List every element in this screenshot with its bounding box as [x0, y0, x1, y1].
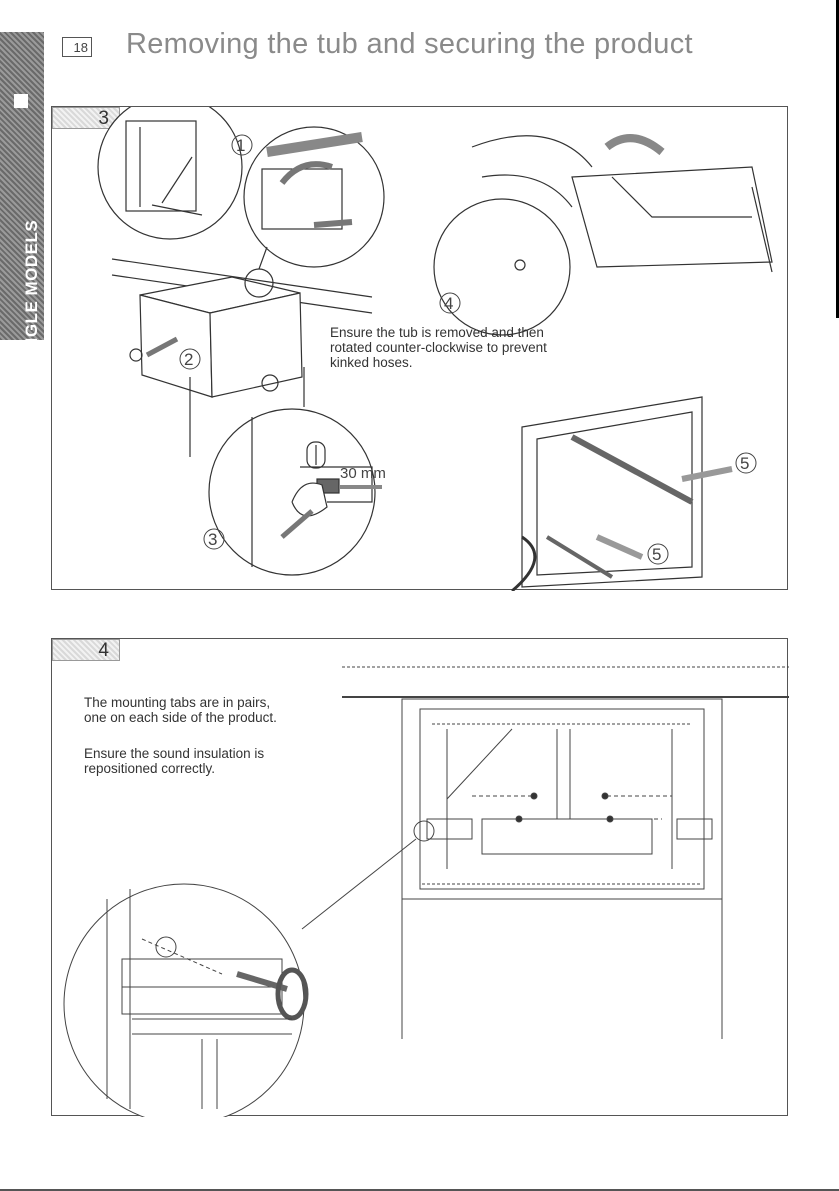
- callout-1: 1: [236, 136, 246, 155]
- page-number: 18: [62, 37, 92, 57]
- callout-5a: 5: [740, 454, 750, 473]
- mounting-tabs-note: The mounting tabs are in pairs, one on each side of the product.: [84, 695, 277, 725]
- dishwasher-body: [402, 699, 722, 899]
- side-tab-label: SINGLE MODELS: [22, 219, 41, 367]
- page-title: Removing the tub and securing the product: [126, 28, 693, 60]
- tab-marker: [14, 94, 28, 108]
- step-3-panel: [51, 106, 788, 590]
- tub-front: [140, 295, 212, 397]
- detail-circle-3: [209, 409, 375, 575]
- tub-wheel: [434, 199, 570, 335]
- callout-4: 4: [444, 294, 454, 313]
- step-badge: 3: [52, 107, 120, 129]
- callout-5b: 5: [652, 545, 662, 564]
- callout-2: 2: [184, 350, 194, 369]
- detail-circle-4: [64, 884, 304, 1117]
- side-tab: [0, 32, 44, 367]
- insulation-note: Ensure the sound insulation is repositioned correctly.: [84, 746, 265, 776]
- step-4-panel: [51, 638, 788, 1116]
- tub-rotation-note: Ensure the tub is removed and then rotated counter-clockwise to prevent kinked hoses.: [330, 325, 547, 370]
- callout-3: 3: [208, 530, 218, 549]
- dimension-label: 30 mm: [340, 465, 386, 482]
- step-badge: 4: [52, 639, 120, 661]
